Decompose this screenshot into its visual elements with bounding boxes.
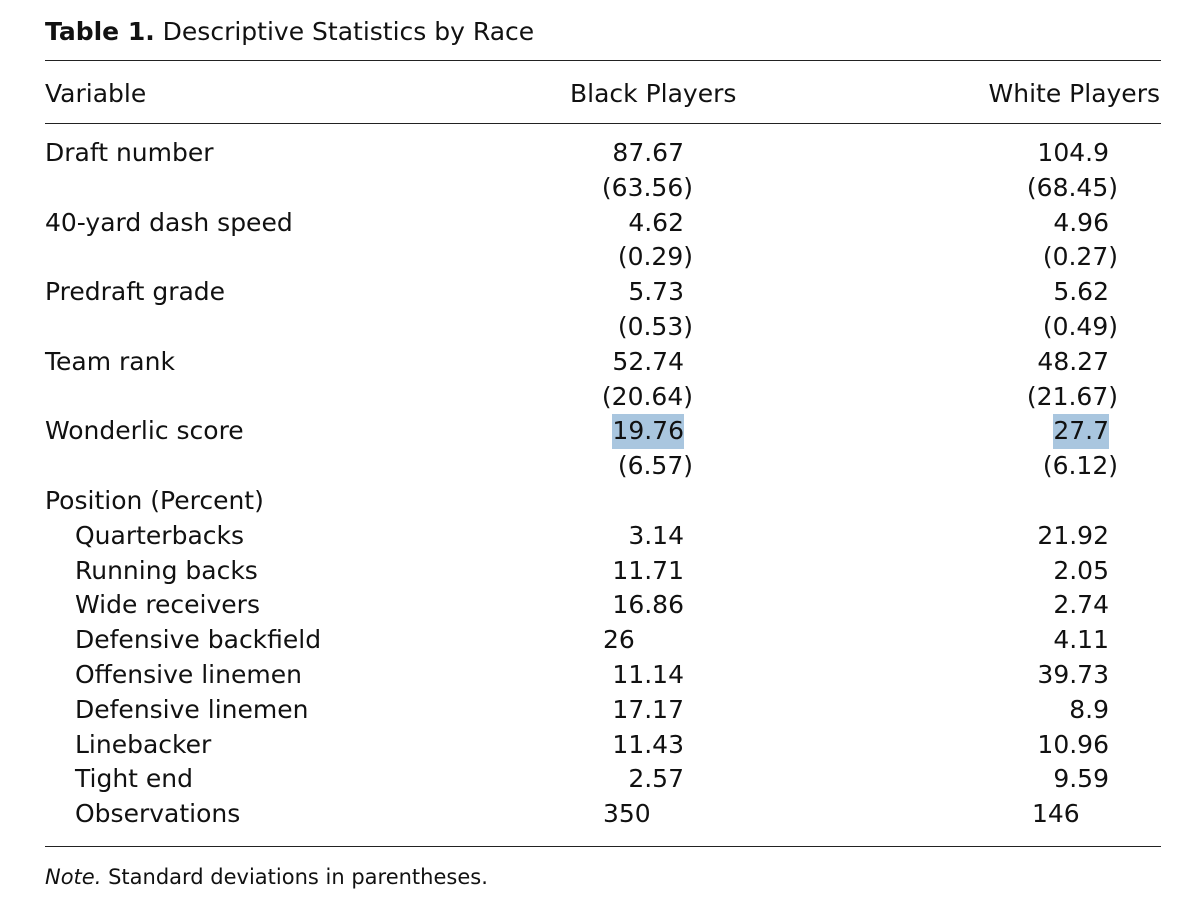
white-value: (0.49) <box>1042 311 1118 341</box>
table-row <box>0 519 1180 554</box>
black-value: 5.73 <box>628 277 684 307</box>
column-header-variable: Variable <box>45 79 147 108</box>
table-row <box>0 484 1180 519</box>
table-number: Table 1. <box>45 17 155 46</box>
black-value: 16.86 <box>612 590 684 620</box>
row-label: Running backs <box>75 555 258 585</box>
white-value: 39.73 <box>1037 659 1109 689</box>
row-label: Defensive backfield <box>75 625 322 655</box>
black-value: 19.76 <box>612 414 684 449</box>
table-title: Descriptive Statistics by Race <box>162 17 535 46</box>
table-row <box>0 380 1180 415</box>
row-label: Position (Percent) <box>45 485 264 515</box>
table-row <box>0 554 1180 589</box>
table-row <box>0 623 1180 658</box>
white-value: 48.27 <box>1037 346 1109 376</box>
black-value: (6.57) <box>617 451 693 481</box>
black-value: 52.74 <box>612 346 684 376</box>
row-label: Quarterbacks <box>75 520 245 550</box>
table-row <box>0 275 1180 310</box>
black-value: 11.71 <box>612 555 684 585</box>
black-value: (63.56) <box>601 172 693 202</box>
row-label: Observations <box>75 799 241 829</box>
table-row <box>0 449 1180 484</box>
white-value: 2.05 <box>1053 555 1109 585</box>
row-label: Linebacker <box>75 729 212 759</box>
table-row <box>0 658 1180 693</box>
row-label: Defensive linemen <box>75 694 309 724</box>
white-value: 4.96 <box>1053 207 1109 237</box>
black-value: 350 <box>603 799 651 829</box>
column-header-white: White Players <box>988 79 1160 108</box>
row-label: Team rank <box>45 346 175 376</box>
white-value: 27.7 <box>1053 414 1109 449</box>
column-header-black: Black Players <box>570 79 737 108</box>
white-value: 2.74 <box>1053 590 1109 620</box>
table-row <box>0 728 1180 763</box>
table-row <box>0 240 1180 275</box>
white-value: (6.12) <box>1042 451 1118 481</box>
top-rule <box>45 60 1161 61</box>
bottom-rule <box>45 846 1161 847</box>
black-value: 26 <box>603 625 635 655</box>
white-value: 21.92 <box>1037 520 1109 550</box>
white-value: 5.62 <box>1053 277 1109 307</box>
row-label: Tight end <box>75 764 194 794</box>
white-value: 9.59 <box>1053 764 1109 794</box>
table-caption <box>45 14 534 50</box>
table-row <box>0 797 1180 832</box>
table-row <box>0 762 1180 797</box>
row-label: Predraft grade <box>45 277 226 307</box>
row-label: 40-yard dash speed <box>45 207 293 237</box>
table-note <box>45 862 488 892</box>
table-body <box>0 136 1180 832</box>
white-value: (68.45) <box>1026 172 1118 202</box>
table-row <box>0 136 1180 171</box>
table-row <box>0 693 1180 728</box>
black-value: 4.62 <box>628 207 684 237</box>
white-value: (21.67) <box>1026 381 1118 411</box>
table-row <box>0 345 1180 380</box>
white-value: 10.96 <box>1037 729 1109 759</box>
black-value: 17.17 <box>612 694 684 724</box>
note-label: Note. <box>45 865 102 889</box>
row-label: Offensive linemen <box>75 659 302 689</box>
black-value: 11.43 <box>612 729 684 759</box>
white-value: 4.11 <box>1053 625 1109 655</box>
black-value: (20.64) <box>601 381 693 411</box>
row-label: Wonderlic score <box>45 416 244 446</box>
black-value: 2.57 <box>628 764 684 794</box>
table-row <box>0 588 1180 623</box>
table-row <box>0 206 1180 241</box>
white-value: (0.27) <box>1042 242 1118 272</box>
black-value: 87.67 <box>612 138 684 167</box>
white-value: 104.9 <box>1037 138 1109 167</box>
table-row <box>0 171 1180 206</box>
black-value: (0.29) <box>617 242 693 272</box>
note-text: Standard deviations in parentheses. <box>108 865 488 889</box>
white-value: 146 <box>1032 799 1080 829</box>
black-value: 11.14 <box>612 659 684 689</box>
header-rule <box>45 123 1161 124</box>
black-value: (0.53) <box>617 311 693 341</box>
row-label: Draft number <box>45 138 214 167</box>
table-row <box>0 414 1180 449</box>
table-row <box>0 310 1180 345</box>
white-value: 8.9 <box>1069 694 1109 724</box>
black-value: 3.14 <box>628 520 684 550</box>
row-label: Wide receivers <box>75 590 260 620</box>
